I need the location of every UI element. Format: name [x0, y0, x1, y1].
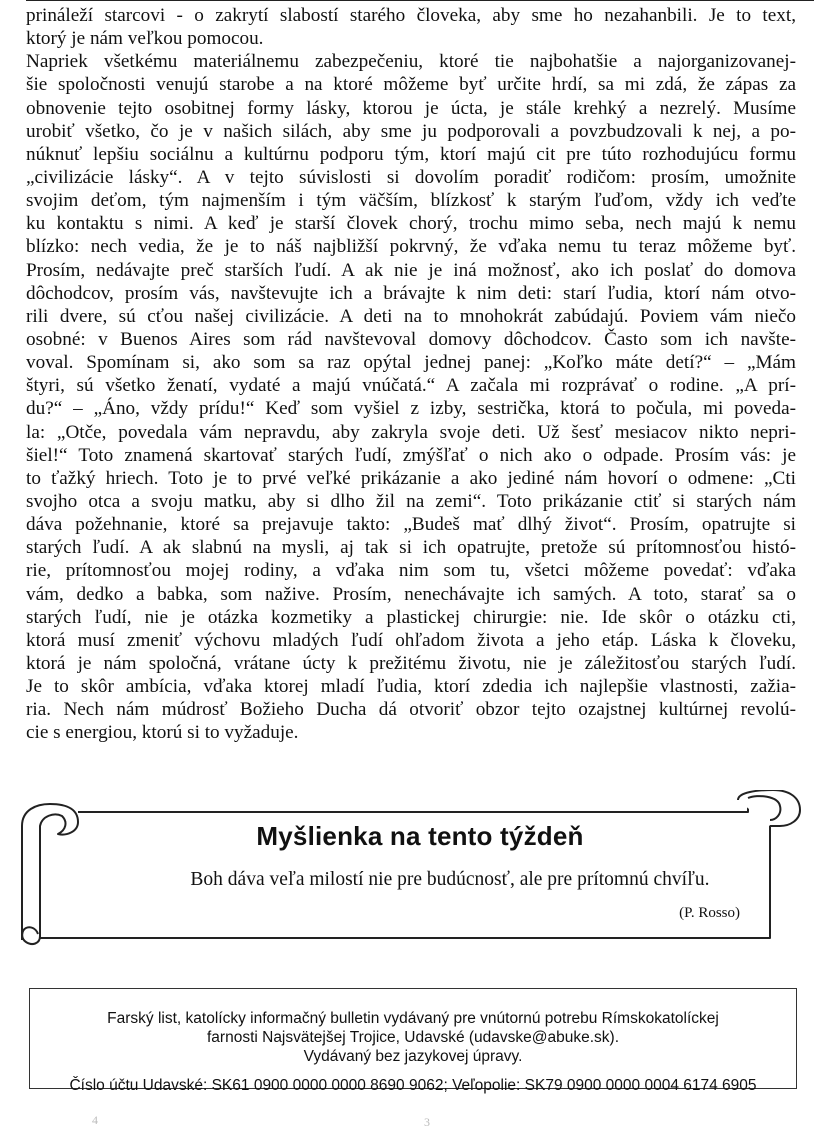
article-line: la: „Otče, povedala vám nepravdu, aby zakryla svoje deti. Už šesť mesiacov nikto nepri- [26, 421, 796, 443]
article-line: cie s energiou, ktorú si to vyžaduje. [26, 722, 299, 744]
article-line: starých ľudí. A ak slabnú na mysli, aj tak si ich opatrujte, pretože sú prítomnosťou histó- [26, 537, 796, 559]
article-line: obnovenie tejto osobitnej formy lásky, ktorou je úcta, je stále krehký a nezrelý. Musíme [26, 97, 796, 119]
footer-account-line: Číslo účtu Udavské: SK61 0900 0000 0000 8690 9062; Veľopolie: SK79 0900 0000 0004 6174 6905 [69, 1077, 757, 1094]
article-line: núknuť lepšiu sociálnu a kultúrnu podporu tým, ktorí majú cit pre túto rozhodujúcu formu [26, 143, 796, 165]
article-line: ktorá je nám spoločná, vrátane úcty k prežitému životu, nie je záležitosťou starých ľudí. [26, 652, 796, 674]
article-line: ku kontaktu s nimi. A keď je starší človek chorý, trochu mimo seba, nech majú k nemu [26, 213, 796, 235]
article-line: blízko: nech vedia, že je to náš najbližší pokrvný, že vďaka nemu tu teraz môžeme byť. [26, 236, 796, 258]
article-line: ktorá musí zmeniť výchovu mladých ľudí ohľadom života a jeho etáp. Láska k človeku, [26, 629, 796, 651]
thought-author: (P. Rosso) [679, 905, 740, 921]
article-line: Je to skôr ambícia, vďaka ktorej mladí ľudia, ktorí zdedia ich najlepšie vlastnosti, zažia- [26, 676, 796, 698]
article-line: rie, prítomnosťou mojej rodiny, a vďaka nim som tu, všetci môžeme povedať: vďaka [26, 560, 796, 582]
page-marks [0, 1108, 820, 1138]
footer-box [29, 988, 797, 1094]
article-line: ktorý je nám veľkou pomocou. [26, 28, 264, 50]
top-rule [26, 0, 814, 1]
article-line: dôchodcov, prosím vás, navštevujte ich a brávajte k nim deti: starí ľudia, ktorí nám otvo- [26, 282, 796, 304]
article-line: svojim deťom, tým najmenším i tým väčším, blízkosť k starým ľuďom, vždy ich veďte [26, 190, 796, 212]
article-line: dáva požehnanie, ktoré sa prejavuje takto: „Budeš mať dlhý život“. Prosím, opatrujte si [26, 514, 796, 536]
article-line: svojho otca a svoju matku, aby si dlho žil na zemi“. Toto prikázanie ctiť si starých nám [26, 490, 796, 512]
article-line: osobné: v Buenos Aires som rád navštevoval domovy dôchodcov. Často som ich navšte- [26, 328, 796, 350]
footer-line: Vydávaný bez jazykovej úpravy. [303, 1048, 523, 1065]
article-line: rili dvere, sú cťou našej civilizácie. A deti na to mnohokrát zabúdajú. Poviem vám niečo [26, 305, 796, 327]
article-line: šiel!“ Toto znamená skartovať starých ľudí, zmýšľať o nich ako o odpade. Prosím vás: je [26, 444, 796, 466]
article-line: starých ľudí, nie je otázka kozmetiky a plastickej chirurgie: nie. Ide skôr o otázku cti, [26, 606, 796, 628]
page-mark-center: 3 [424, 1115, 430, 1129]
article-line: šie spoločnosti venujú starobe a na ktoré môžeme byť určite hrdí, sa mi zdá, že zápas za [26, 74, 796, 96]
article-line: vám, dedko a babka, som nažive. Prosím, nenechávajte ich samých. A toto, starať sa o [26, 583, 796, 605]
article-body [26, 4, 796, 745]
article-line: Prosím, nedávajte preč starších ľudí. A ak nie je iná možnosť, ako ich poslať do domova [26, 259, 796, 281]
article-line: voval. Spomínam si, ako som sa raz opýtal jednej panej: „Koľko máte detí?“ – „Mám [26, 352, 796, 374]
footer-line: Farský list, katolícky informačný bulletin vydávaný pre vnútornú potrebu Rímskokatolíckej [107, 1010, 719, 1027]
thought-quote: Boh dáva veľa milostí nie pre budúcnosť, ale pre prítomnú chvíľu. [190, 869, 710, 890]
footer-line: farnosti Najsvätejšej Trojice, Udavské (udavske@abuke.sk). [206, 1029, 619, 1046]
article-line: urobiť všetko, čo je v našich silách, aby sme ju podporovali a povzbudzovali k nej, a po- [26, 120, 796, 142]
article-line: prináleží starcovi - o zakrytí slabostí starého človeka, aby sme ho nezahanbili. Je to text, [26, 5, 796, 26]
thought-title: Myšlienka na tento týždeň [256, 821, 584, 851]
article-line: „civilizácie lásky“. A v tejto súvislosti si dovolím poradiť rodičom: prosím, umožnite [26, 166, 796, 188]
article-line: Napriek všetkému materiálnemu zabezpečeniu, ktoré tie najbohatšie a najorganizovanej- [26, 51, 796, 73]
page-mark-left: 4 [92, 1113, 98, 1127]
article-line: štyri, sú všetko ženatí, vydaté a majú vnúčatá.“ A začala mi rozprávať o rodine. „A prí- [26, 375, 796, 397]
article-line: ria. Nech nám múdrosť Božieho Ducha dá otvoriť obzor tejto ozajstnej kultúrnej revolú- [26, 699, 796, 721]
article-line: du?“ – „Áno, vždy prídu!“ Keď som vyšiel z izby, sestrička, ktorá to počula, mi poveda- [26, 398, 796, 420]
article-line: to ťažký hriech. Toto je to prvé veľké prikázanie a ako jediné nám hovorí o odmene: „Cti [26, 467, 796, 489]
